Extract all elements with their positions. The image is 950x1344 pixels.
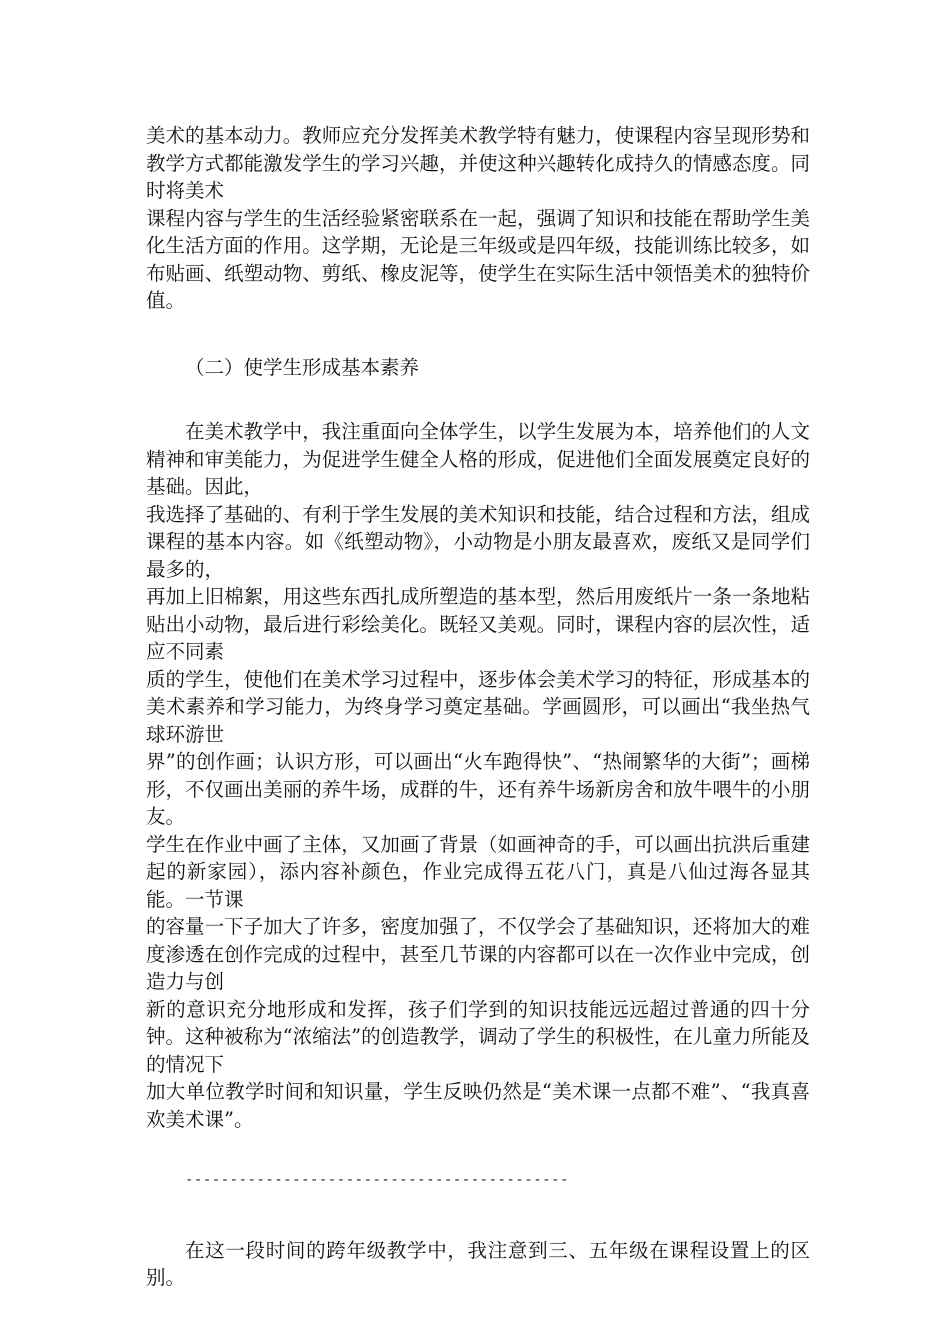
spacer xyxy=(146,1195,810,1237)
paragraph-block2-part5: 界”的创作画；认识方形，可以画出“火车跑得快”、“热闹繁华的大街”；画梯形，不仅画出美丽的养牛场，成群的牛，还有养牛场新房舍和放牛喂牛的小朋友。 xyxy=(146,750,810,828)
paragraph-block3: 在这一段时间的跨年级教学中，我注意到三、五年级在课程设置上的区别。 xyxy=(146,1238,810,1289)
paragraph-block1-part2: 课程内容与学生的生活经验紧密联系在一起，强调了知识和技能在帮助学生美化生活方面的作用。这学期，无论是三年级或是四年级，技能训练比较多，如布贴画、纸塑动物、剪纸、橡皮泥等，使学生在实际生活中领悟美术的独特价值。 xyxy=(146,206,810,312)
divider-line: ------------------------------------------- xyxy=(185,1172,569,1188)
paragraph-block1-part1: 美术的基本动力。教师应充分发挥美术教学特有魅力，使课程内容呈现形势和教学方式都能激发学生的学习兴趣，并使这种兴趣转化成持久的情感态度。同时将美术 xyxy=(146,124,810,202)
paragraph-block2-part1: 在美术教学中，我注重面向全体学生，以学生发展为本，培养他们的人文精神和审美能力，为促进学生健全人格的形成，促进他们全面发展奠定良好的基础。因此， xyxy=(146,420,810,498)
spacer xyxy=(146,381,810,418)
paragraph-block2-part2: 我选择了基础的、有利于学生发展的美术知识和技能，结合过程和方法，组成课程的基本内容。如《纸塑动物》，小动物是小朋友最喜欢，废纸又是同学们最多的， xyxy=(146,502,810,581)
paragraph-block2-part6: 学生在作业中画了主体，又加画了背景（如画神奇的手，可以画出抗洪后重建起的新家园），添内容补颜色，作业完成得五花八门，真是八仙过海各显其能。一节课 xyxy=(146,832,810,911)
paragraph-block2-part3: 再加上旧棉絮，用这些东西扎成所塑造的基本型，然后用废纸片一条一条地粘贴出小动物，最后进行彩绘美化。既轻又美观。同时，课程内容的层次性，适应不同素 xyxy=(146,585,810,663)
document-body xyxy=(146,122,810,1292)
spacer xyxy=(146,315,810,354)
paragraph-block2-part8: 新的意识充分地形成和发挥，孩子们学到的知识技能远远超过普通的四十分钟。这种被称为“浓缩法”的创造教学，调动了学生的积极性，在儿童力所能及的情况下 xyxy=(146,997,810,1076)
paragraph-block2-part4: 质的学生，使他们在美术学习过程中，逐步体会美术学习的特征，形成基本的美术素养和学习能力，为终身学习奠定基础。学画圆形，可以画出“我坐热气球环游世 xyxy=(146,667,810,746)
section-heading-2: （二）使学生形成基本素养 xyxy=(185,355,420,379)
paragraph-block2-part7: 的容量一下子加大了许多，密度加强了，不仅学会了基础知识，还将加大的难度渗透在创作完成的过程中，甚至几节课的内容都可以在一次作业中完成，创造力与创 xyxy=(146,915,810,993)
paragraph-block2-part9: 加大单位教学时间和知识量，学生反映仍然是“美术课一点都不难”、“我真喜欢美术课”。 xyxy=(146,1080,810,1131)
spacer xyxy=(146,1133,810,1167)
